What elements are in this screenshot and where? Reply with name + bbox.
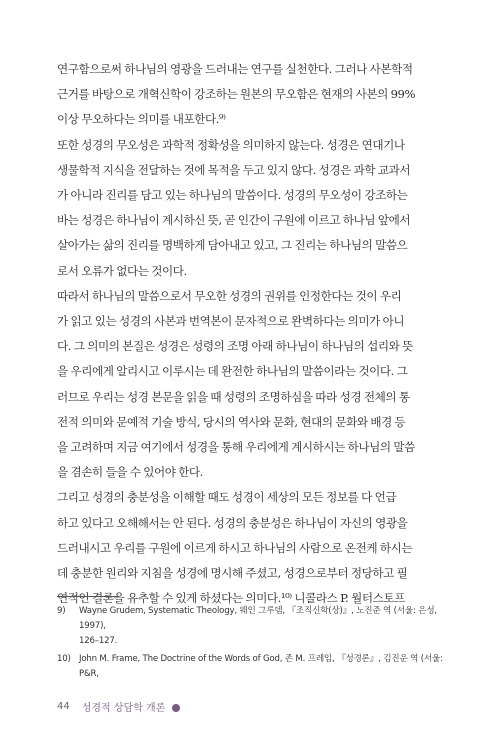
footnote-number: 10) [57, 654, 71, 664]
footnotes [57, 604, 449, 685]
footnote-text: John M. Frame, The Doctrine of the Words of God, 존 M. 프레임, 『성경론』, 김진운 역 (서울: P&R, [79, 654, 443, 679]
book-title: 성경적 상담학 개론 [81, 703, 166, 714]
bullet-icon [172, 704, 180, 712]
footnote-text: Wayne Grudem, Systematic Theology, 웨인 그루뎀, 『조직신학(상)』, 노진준 역 (서울: 은성, 1997), 126–127. [79, 606, 437, 646]
page-number: 44 [57, 701, 70, 712]
paragraph: 그리고 성경의 충분성을 이해할 때도 성경이 세상의 모든 정보를 다 언급 하고 있다고 오해해서는 안 된다. 성경의 충분성은 하나님이 자신의 영광을 드러내시고 우리를 구원에 이르게 하시고 하나님의 사람으로 온전케 하시는 데 충분한 원리와 지침을 성경에 명시해 주셨고, 성경으로부터 정당하고 필 연적인 결론을 유추할 수 있게 하셨다는 의미다.¹⁰⁾ 니콜라스 P. 월터스토프 [57, 490, 413, 606]
footnote-divider [57, 596, 119, 597]
page-footer [57, 699, 180, 714]
running-title [82, 699, 180, 714]
paragraph: 연구함으로써 하나님의 영광을 드러내는 연구를 실천한다. 그러나 사본학적 근거를 바탕으로 개혁신학이 강조하는 원본의 무오함은 현재의 사본의 99% 이상 무오하다는 의미를 내포한다.⁹⁾ [57, 62, 416, 127]
paragraph: 또한 성경의 무오성은 과학적 정확성을 의미하지 않는다. 성경은 연대기나 생물학적 지식을 전달하는 것에 목적을 두고 있지 않다. 성경은 과학 교과서 가 아니라 진리를 담고 있는 하나님의 말씀이다. 성경의 무오성이 강조하는 바는 성경은 하나님이 계시하신 뜻, 곧 인간이 구원에 이르고 하나님 앞에서 살아가는 삶의 진리를 명백하게 담아내고 있고, 그 진리는 하나님의 말씀으 로서 오류가 없다는 것이다. [57, 137, 411, 278]
footnote [57, 604, 449, 649]
body-text [57, 57, 447, 611]
footnote [57, 652, 449, 682]
paragraph: 따라서 하나님의 말씀으로서 무오한 성경의 권위를 인정한다는 것이 우리 가 읽고 있는 성경의 사본과 번역본이 문자적으로 완벽하다는 의미가 아니 다. 그 의미의 본질은 성경은 성령의 조명 아래 하나님이 하나님의 섭리와 뜻 을 우리에게 알리시고 이루시는 데 완전한 하나님의 말씀이라는 것이다. 그 러므로 우리는 성경 본문을 읽을 때 성령의 조명하심을 따라 성경 전체의 통 전적 의미와 문예적 기술 방식, 당시의 역사와 문화, 현대의 문화와 배경 등 을 고려하며 지금 여기에서 성경을 통해 우리에게 계시하시는 하나님의 말씀 을 겸손히 들을 수 있어야 한다. [57, 288, 415, 480]
footnote-number: 9) [57, 606, 66, 616]
